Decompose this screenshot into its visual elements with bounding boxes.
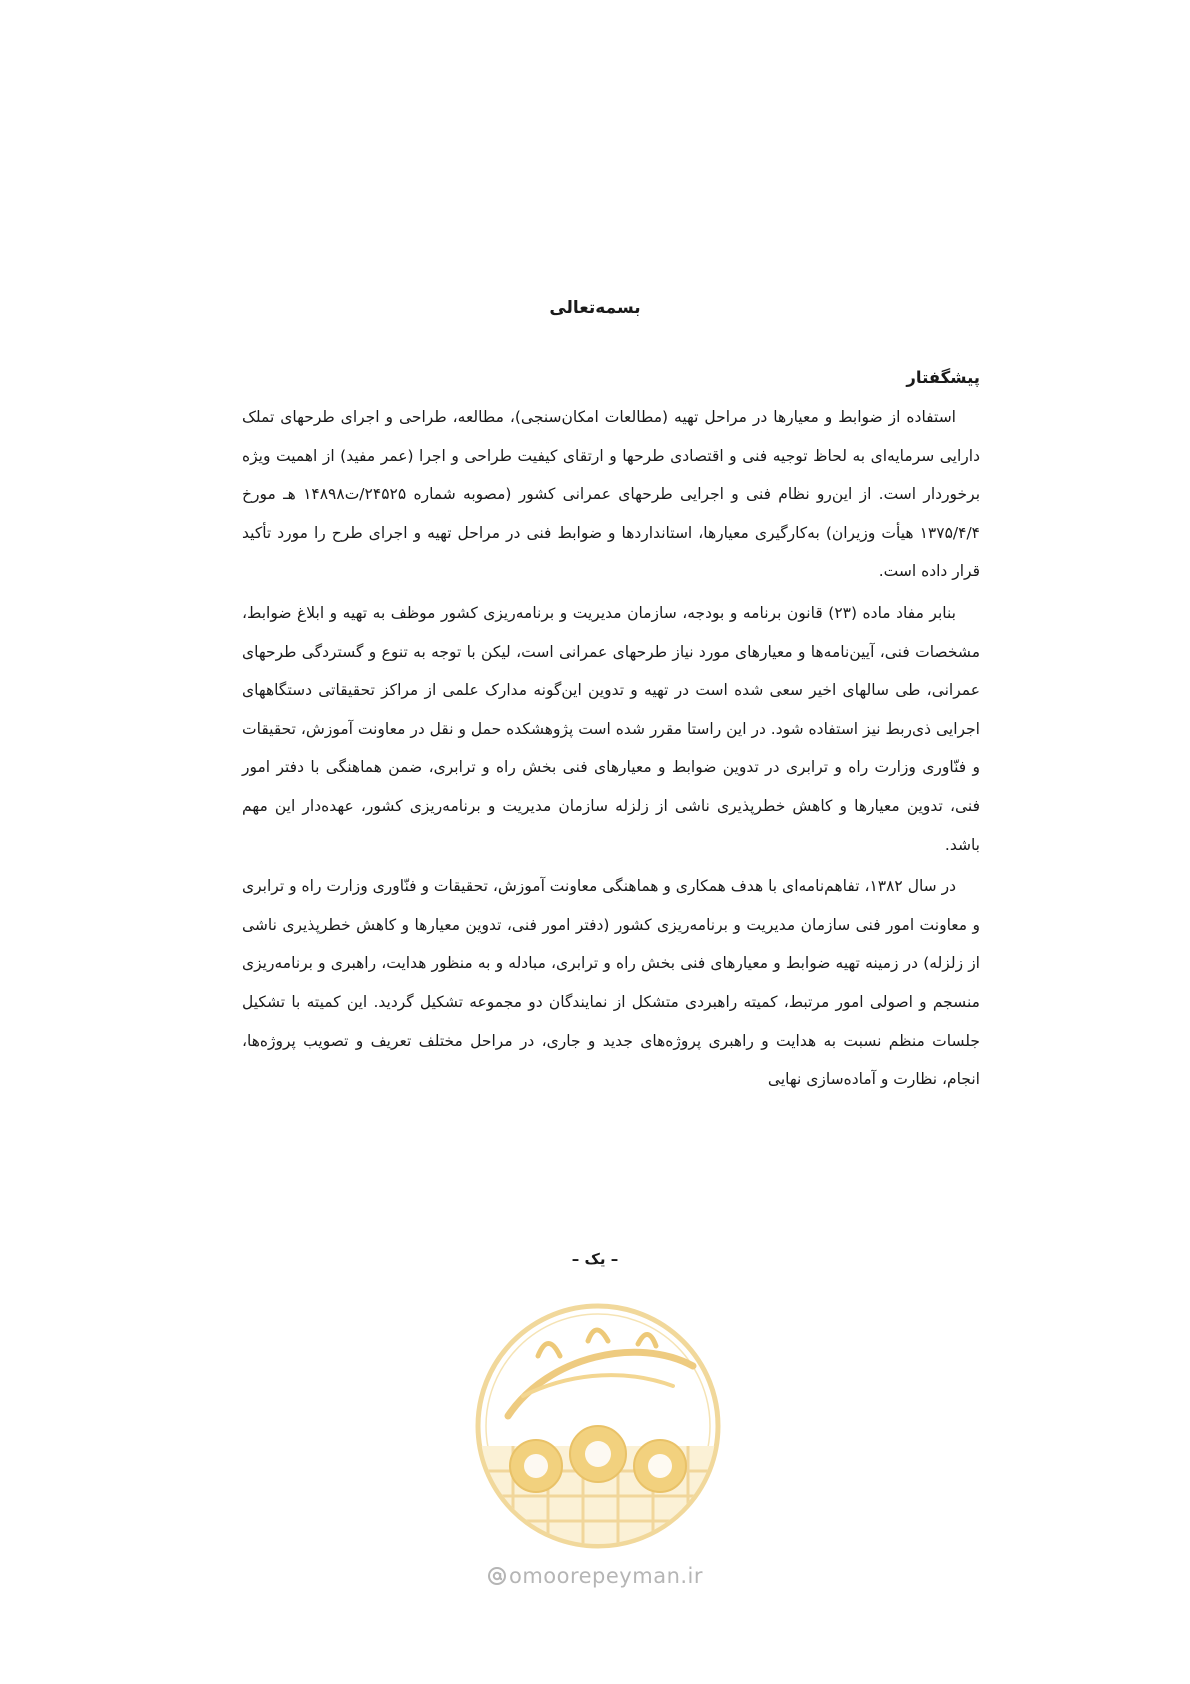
at-sign-icon xyxy=(487,1566,507,1586)
document-body xyxy=(242,360,980,1102)
section-title: پیشگفتار xyxy=(906,368,980,387)
site-url-text: omoorepeyman.ir xyxy=(508,1564,704,1588)
page-header-title: بسمه‌تعالی xyxy=(549,298,641,318)
paragraph-2: بنابر مفاد ماده (۲۳) قانون برنامه و بودجه، سازمان مدیریت و برنامه‌ریزی کشور موظف به تهیه و ابلاغ ضوابط، مشخصات فنی، آیین‌نامه‌ها و معیارهای مورد نیاز طرحهای عمرانی است، لیکن با توجه به تنوع و گستردگی طرحهای عمرانی، طی سالهای اخیر سعی شده است در تهیه و تدوین این‌گونه مدارک علمی از مراکز تحقیقاتی دستگاههای اجرایی ذی‌ربط نیز استفاده شود. در این راستا مقرر شده است پژوهشکده حمل و نقل در معاونت آموزش، تحقیقات و فنّاوری وزارت راه و ترابری در تدوین ضوابط و معیارهای فنی بخش راه و ترابری، ضمن هماهنگی با دفتر امور فنی، تدوین معیارها و کاهش خطرپذیری ناشی از زلزله سازمان مدیریت و برنامه‌ریزی کشور، عهده‌دار این مهم باشد. xyxy=(242,603,980,854)
omoorepeyman-logo-icon xyxy=(468,1296,728,1556)
page-number: – یک – xyxy=(571,1250,619,1268)
paragraph-3: در سال ۱۳۸۲، تفاهم‌نامه‌ای با هدف همکاری و هماهنگی معاونت آموزش، تحقیقات و فنّاوری وزارت راه و ترابری و معاونت امور فنی سازمان مدیریت و برنامه‌ریزی کشور (دفتر امور فنی، تدوین معیارها و کاهش خطرپذیری ناشی از زلزله) در زمینه تهیه ضوابط و معیارهای فنی بخش راه و ترابری، مبادله و به منظور هدایت، راهبری و برنامه‌ریزی منسجم و اصولی امور مرتبط، کمیته راهبردی متشکل از نمایندگان دو مجموعه تشکیل گردید. این کمیته با تشکیل جلسات منظم نسبت به هدایت و راهبری پروژه‌های جدید و جاری، در مراحل مختلف تعریف و تصویب پروژه‌ها، انجام، نظارت و آماده‌سازی نهایی xyxy=(242,877,980,1089)
paragraph-1: استفاده از ضوابط و معیارها در مراحل تهیه (مطالعات امکان‌سنجی)، مطالعه، طراحی و اجرای طرحهای تملک دارایی سرمایه‌ای به لحاظ توجیه فنی و اقتصادی طرحها و ارتقای کیفیت طراحی و اجرا (عمر مفید) از اهمیت ویژه برخوردار است. از این‌رو نظام فنی و اجرایی طرحهای عمرانی کشور (مصوبه شماره ۲۴۵۲۵/ت۱۴۸۹۸ هـ مورخ ۱۳۷۵/۴/۴ هیأت وزیران) به‌کارگیری معیارها، استانداردها و ضوابط فنی در مراحل تهیه و اجرای طرح را مورد تأکید قرار داده است. xyxy=(242,408,981,581)
site-url xyxy=(0,1564,1190,1588)
